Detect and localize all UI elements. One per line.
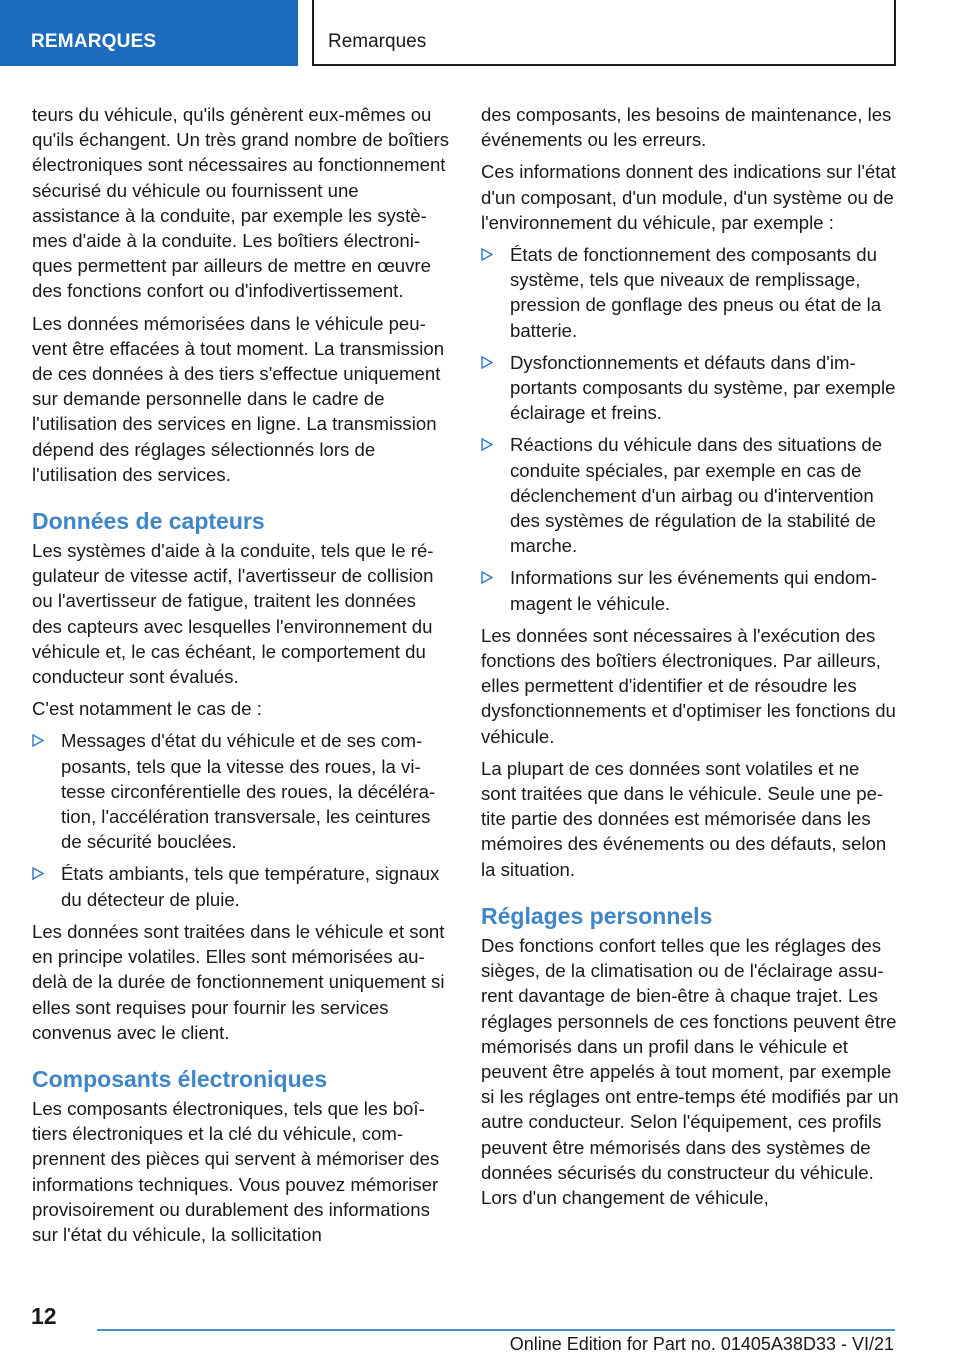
footer-edition: Online Edition for Part no. 01405A38D33 - VI/21 [509,1334,894,1354]
paragraph: Ces informations donnent des indications sur l'état d'un composant, d'un module, d'un système ou de l'environnement du véhicule, par exemple : [481,161,896,233]
triangle-right-outline-icon [32,867,44,880]
footer-divider [97,1329,895,1331]
section-tab: REMARQUES [0,0,298,66]
paragraph: Des fonctions confort telles que les réglages des sièges, de la climatisation ou de l'éclairage assurent davantage de bien-être à chaque trajet. Les réglages personnels de ces fonctions peuvent être mémorisés dans un profil dans le véhicule et peuvent être appelés à tout moment, par exemple si les réglages ont entre-temps été modifiés par un autre conducteur. Selon l'équipement, ces profils peuvent être mémorisés dans des systèmes de données sécurisés du constructeur du véhicule. Lors d'un changement de véhicule, [481,934,899,1208]
paragraph: La plupart de ces données sont volatiles et ne sont traitées que dans le véhicule. Seule une petite partie des données est mémorisée dans les mémoires des événements ou des défauts, selon la situation. [481,757,887,880]
paragraph: C'est notamment le cas de : [32,698,262,720]
triangle-right-outline-icon [481,571,493,584]
list-item [481,242,899,343]
list-item [481,350,899,426]
list-item-text: États ambiants, tels que température, signaux du détecteur de pluie. [61,863,440,910]
page-number: 12 [31,1303,57,1329]
section-heading-electronic-components: Composants électroniques [32,1065,328,1092]
triangle-right-outline-icon [32,734,44,747]
triangle-right-outline-icon [481,356,493,369]
right-column [481,102,899,1217]
paragraph: Les systèmes d'aide à la conduite, tels que le régulateur de vitesse actif, l'avertisseur de collision ou l'avertisseur de fatigue, traitent les données des capteurs avec lesquelles l'environnement du véhicule et, le cas échéant, le comportement du conducteur sont évalués. [32,540,434,688]
list-item [481,565,899,615]
triangle-right-outline-icon [481,438,493,451]
paragraph: Les données mémorisées dans le véhicule peuvent être effacées à tout moment. La transmission de ces données à des tiers s'effectue uniquement sur demande personnelle dans le cadre de l'utilisation des services en ligne. La transmission dépend des réglages sélectionnés lors de l'utilisation des services. [32,312,445,485]
paragraph: teurs du véhicule, qu'ils génèrent eux-mêmes ou qu'ils échangent. Un très grand nombre de boîtiers électroniques sont nécessaires au fonctionnement sécurisé du véhicule ou fournissent une assistance à la conduite, par exemple les systèmes d'aide à la conduite. Les boîtiers électroniques permettent par ailleurs de mettre en œuvre des fonctions confort ou d'infodivertissement. [32,104,449,302]
list-item-text: États de fonctionnement des composants du système, tels que niveaux de remplissage, pression de gonflage des pneus ou état de la batterie. [510,244,882,341]
section-heading-personal-settings: Réglages personnels [481,902,713,929]
section-heading-sensor-data: Données de capteurs [32,508,265,535]
paragraph: Les données sont nécessaires à l'exécution des fonctions des boîtiers électroniques. Par ailleurs, elles permettent d'identifier et de résoudre les dysfonctionnements et d'optimiser les fonctions du véhicule. [481,624,896,747]
paragraph: Les données sont traitées dans le véhicule et sont en principe volatiles. Elles sont mémorisées au-delà de la durée de fonctionnement uniquement si elles sont requises pour fournir les services convenus avec le client. [32,920,445,1043]
list-item [32,728,450,854]
list-item-text: Messages d'état du véhicule et de ses composants, tels que la vitesse des roues, la vitesse circonférentielle des roues, la décélération, l'accélération transversale, les ceintures de sécurité bouclées. [61,730,436,853]
list-item-text: Informations sur les événements qui endommagent le véhicule. [510,567,877,614]
list-item-text: Réactions du véhicule dans des situations de conduite spéciales, par exemple en cas de déclenchement d'un airbag ou d'intervention des systèmes de régulation de la stabilité de marche. [510,434,883,557]
list-item-text: Dysfonctionnements et défauts dans d'importants composants du système, par exemple éclairage et freins. [510,351,896,424]
paragraph: des composants, les besoins de maintenance, les événements ou les erreurs. [481,104,892,151]
page-title: Remarques [312,0,896,66]
triangle-right-outline-icon [481,248,493,261]
left-column [32,102,450,1254]
list-item [32,861,450,911]
paragraph: Les composants électroniques, tels que les boîtiers électroniques et la clé du véhicule, comprennent des pièces qui servent à mémoriser des informations techniques. Vous pouvez mémoriser provisoirement ou durablement des informations sur l'état du véhicule, la sollicitation [32,1097,440,1245]
list-item [481,432,899,558]
